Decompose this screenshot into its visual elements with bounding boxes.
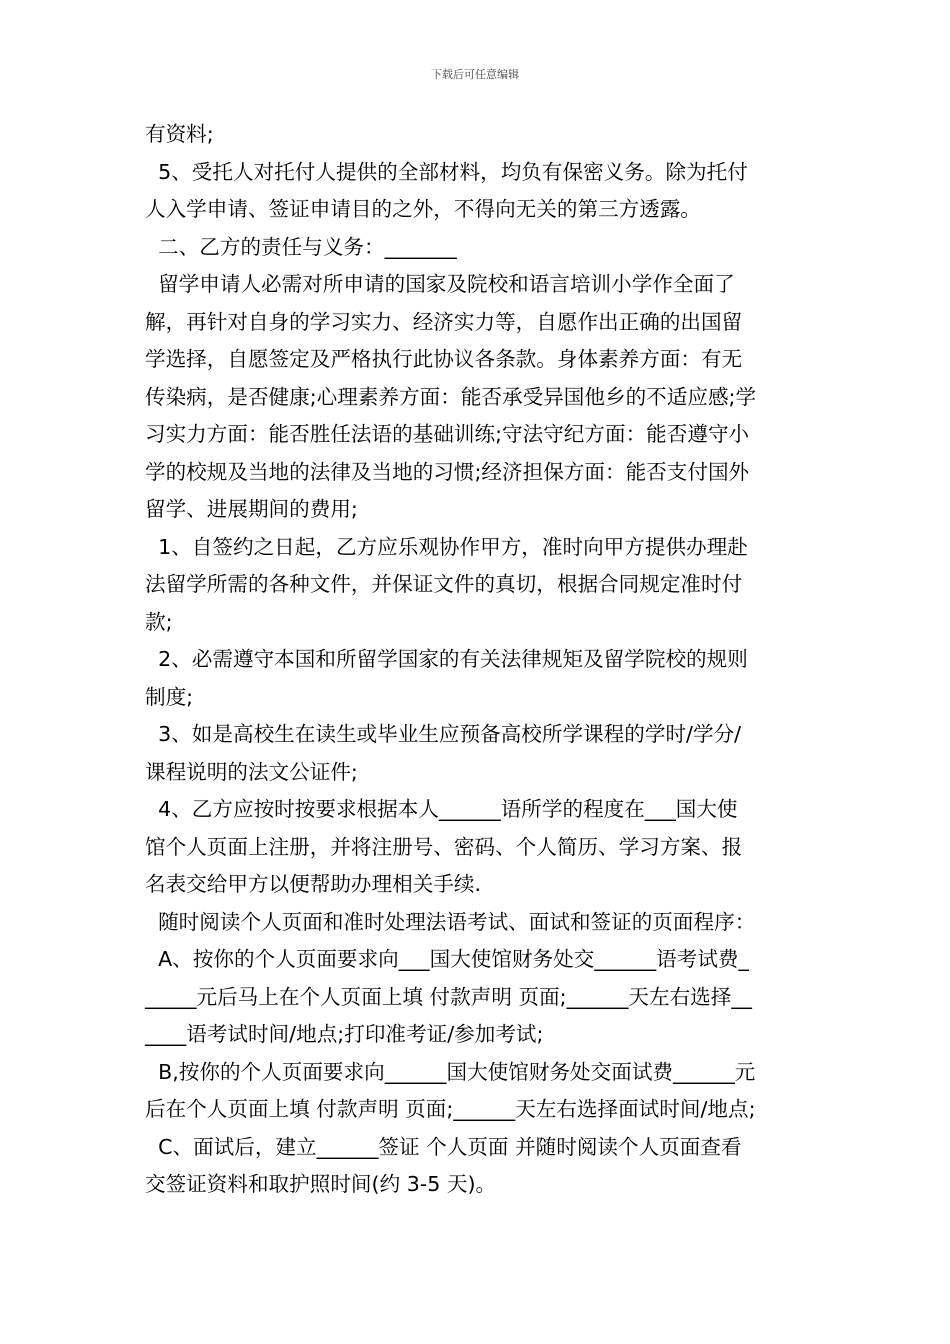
paragraph [145, 941, 810, 1054]
text-line: 1、自签约之日起，乙方应乐观协作甲方，准时向甲方提供办理赴 [145, 534, 748, 559]
text-line: 二、乙方的责任与义务：_______ [145, 234, 457, 259]
text-line: 习实力方面：能否胜任法语的基础训练;守法守纪方面：能否遵守小 [145, 422, 750, 446]
text-line: 学的校规及当地的法律及当地的习惯;经济担保方面：能否支付国外 [145, 459, 750, 484]
text-line: 4、乙方应按时按要求根据本人______语所学的程度在___国大使 [145, 797, 738, 821]
document-body [145, 116, 810, 1204]
paragraph [145, 904, 810, 942]
paragraph [145, 154, 810, 229]
paragraph [145, 229, 810, 267]
text-line: 款; [145, 609, 173, 634]
text-line: 2、必需遵守本国和所留学国家的有关法律规矩及留学院校的规则 [145, 647, 748, 671]
paragraph [145, 1129, 810, 1204]
paragraph [145, 529, 810, 642]
text-line: B,按你的个人页面要求向______国大使馆财务处交面试费______元 [145, 1059, 756, 1084]
text-line: 名表交给甲方以便帮助办理相关手续. [145, 872, 482, 896]
paragraph [145, 266, 810, 529]
text-line: 人入学申请、签证申请目的之外，不得向无关的第三方透露。 [145, 197, 702, 221]
text-line: 学选择，自愿签定及严格执行此协议各条款。身体素养方面：有无 [145, 347, 743, 371]
text-line: 馆个人页面上注册，并将注册号、密码、个人简历、学习方案、报 [145, 834, 743, 859]
page-header: 下载后可任意编辑 [431, 68, 519, 81]
text-line: _____元后马上在个人页面上填 付款声明 页面;______天左右选择__ [145, 984, 752, 1009]
text-line: 随时阅读个人页面和准时处理法语考试、面试和签证的页面程序： [145, 909, 756, 934]
text-line: 法留学所需的各种文件，并保证文件的真切，根据合同规定准时付 [145, 572, 743, 596]
paragraph [145, 116, 810, 154]
paragraph [145, 1054, 810, 1129]
text-line: 解，再针对自身的学习实力、经济实力等，自愿作出正确的出国留 [145, 309, 743, 334]
paragraph [145, 716, 810, 791]
text-line: ____语考试时间/地点;打印准考证/参加考试; [145, 1022, 544, 1046]
text-line: 制度; [145, 684, 194, 709]
text-line: 传染病，是否健康;心理素养方面：能否承受异国他乡的不适应感;学 [145, 384, 757, 409]
text-line: C、面试后，建立______签证 个人页面 并随时阅读个人页面查看 [145, 1134, 742, 1159]
text-line: 后在个人页面上填 付款声明 页面;______天左右选择面试时间/地点; [145, 1097, 756, 1121]
text-line: 交签证资料和取护照时间(约 3-5 天)。 [145, 1172, 497, 1196]
text-line: 课程说明的法文公证件; [145, 759, 358, 784]
paragraph [145, 791, 810, 904]
text-line: 留学申请人必需对所申请的国家及院校和语言培训小学作全面了 [145, 272, 735, 296]
paragraph [145, 641, 810, 716]
text-line: A、按你的个人页面要求向___国大使馆财务处交______语考试费_ [145, 947, 749, 971]
text-line: 有资料; [145, 122, 214, 146]
text-line: 3、如是高校生在读生或毕业生应预备高校所学课程的学时/学分/ [145, 722, 742, 746]
text-line: 留学、进展期间的费用; [145, 497, 358, 521]
text-line: 5、受托人对托付人提供的全部材料，均负有保密义务。除为托付 [145, 159, 748, 184]
